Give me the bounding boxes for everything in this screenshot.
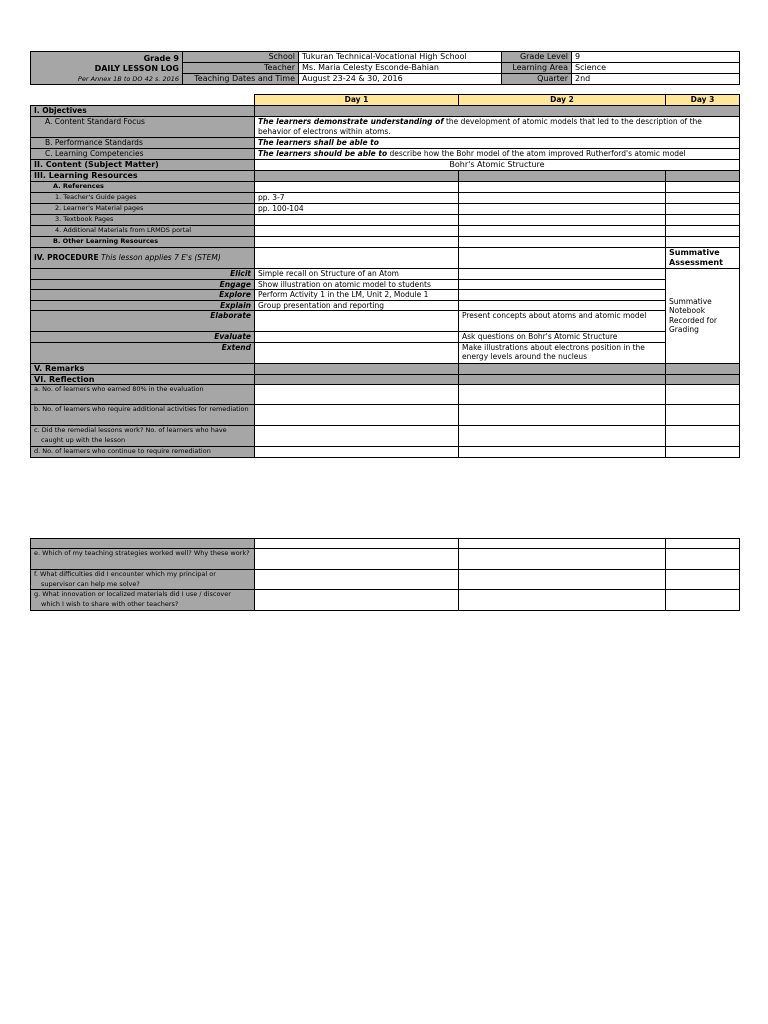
objectives-title: I. Objectives bbox=[31, 106, 255, 117]
proc-extend-day1 bbox=[255, 342, 459, 363]
proc-explain-day1: Group presentation and reporting bbox=[255, 300, 459, 311]
reflection-title: VI. Reflection bbox=[31, 374, 255, 385]
remarks-title: V. Remarks bbox=[31, 363, 255, 374]
reflection-d: d. No. of learners who continue to require remediation bbox=[31, 447, 255, 458]
day1-header: Day 1 bbox=[255, 95, 459, 106]
reflection-b: b. No. of learners who require additional activities for remediation bbox=[31, 405, 255, 426]
day3-header: Day 3 bbox=[666, 95, 740, 106]
proc-evaluate-day2: Ask questions on Bohr's Atomic Structure bbox=[459, 332, 666, 343]
performance-standards-value: The learners shall be able to bbox=[255, 138, 740, 149]
teachers-guide-value: pp. 3-7 bbox=[255, 193, 459, 204]
lesson-table bbox=[30, 94, 740, 458]
reflection-continued-table bbox=[30, 538, 740, 611]
textbook-label: 3. Textbook Pages bbox=[31, 215, 255, 226]
performance-standards-label: B. Performance Standards bbox=[31, 138, 255, 149]
proc-engage-day2 bbox=[459, 279, 666, 290]
proc-explore-day2 bbox=[459, 290, 666, 301]
learning-competencies-label: C. Learning Competencies bbox=[31, 149, 255, 160]
proc-label-evaluate: Evaluate bbox=[31, 332, 255, 343]
log-title: DAILY LESSON LOG bbox=[94, 64, 179, 73]
teachers-guide-label: 1. Teacher's Guide pages bbox=[31, 193, 255, 204]
references-label: A. References bbox=[31, 182, 255, 193]
proc-evaluate-day1 bbox=[255, 332, 459, 343]
proc-explore-day1: Perform Activity 1 in the LM, Unit 2, Module 1 bbox=[255, 290, 459, 301]
grade-level-value: 9 bbox=[572, 52, 740, 63]
learning-area-value: Science bbox=[572, 63, 740, 74]
dates-label: Teaching Dates and Time bbox=[183, 74, 299, 85]
grade-title: Grade 9 bbox=[143, 54, 179, 63]
lrmds-label: 4. Additional Materials from LRMDS portal bbox=[31, 226, 255, 237]
other-resources-label: B. Other Learning Resources bbox=[31, 237, 255, 248]
quarter-value: 2nd bbox=[572, 74, 740, 85]
teacher-value: Ms. Maria Celesty Esconde-Bahian bbox=[299, 63, 502, 74]
proc-explain-day2 bbox=[459, 300, 666, 311]
school-label: School bbox=[183, 52, 299, 63]
annex-note: Per Annex 1B to DO 42 s. 2016 bbox=[77, 75, 179, 83]
learners-material-value: pp. 100-104 bbox=[255, 204, 459, 215]
reflection-g: g. What innovation or localized materials did I use / discover which I wish to share with other teachers? bbox=[31, 590, 255, 611]
proc-engage-day1: Show illustration on atomic model to students bbox=[255, 279, 459, 290]
summative-note: Summative Notebook Recorded for Grading bbox=[666, 269, 740, 364]
proc-elaborate-day2: Present concepts about atoms and atomic model bbox=[459, 311, 666, 332]
content-standard-label: A. Content Standard Focus bbox=[31, 117, 255, 138]
teacher-label: Teacher bbox=[183, 63, 299, 74]
proc-extend-day2: Make illustrations about electrons position in the energy levels around the nucleus bbox=[459, 342, 666, 363]
proc-elaborate-day1 bbox=[255, 311, 459, 332]
proc-label-extend: Extend bbox=[31, 342, 255, 363]
content-value: Bohr's Atomic Structure bbox=[255, 160, 740, 171]
reflection-c: c. Did the remedial lessons work? No. of learners who have caught up with the lesson bbox=[31, 426, 255, 447]
day2-header: Day 2 bbox=[459, 95, 666, 106]
header-table bbox=[30, 51, 740, 85]
reflection-f: f. What difficulties did I encounter which my principal or supervisor can help me solve? bbox=[31, 570, 255, 590]
summative-assessment-title: Summative Assessment bbox=[666, 248, 740, 269]
grade-level-label: Grade Level bbox=[502, 52, 572, 63]
header-title-cell bbox=[31, 52, 183, 85]
proc-elicit-day2 bbox=[459, 269, 666, 280]
reflection-a: a. No. of learners who earned 80% in the evaluation bbox=[31, 385, 255, 405]
reflection-e: e. Which of my teaching strategies worked well? Why these work? bbox=[31, 549, 255, 570]
content-standard-value: The learners demonstrate understanding of the development of atomic models that led to the description of the behavior of electrons within atoms. bbox=[255, 117, 740, 138]
learning-competencies-value: The learners should be able to describe how the Bohr model of the atom improved Rutherford's atomic model bbox=[255, 149, 740, 160]
proc-elicit-day1: Simple recall on Structure of an Atom bbox=[255, 269, 459, 280]
content-title: II. Content (Subject Matter) bbox=[31, 160, 255, 171]
procedure-title: IV. PROCEDURE This lesson applies 7 E's (STEM) bbox=[31, 248, 255, 269]
proc-label-engage: Engage bbox=[31, 279, 255, 290]
school-value: Tukuran Technical-Vocational High School bbox=[299, 52, 502, 63]
learners-material-label: 2. Learner's Material pages bbox=[31, 204, 255, 215]
proc-label-explain: Explain bbox=[31, 300, 255, 311]
dates-value: August 23-24 & 30, 2016 bbox=[299, 74, 502, 85]
proc-label-elaborate: Elaborate bbox=[31, 311, 255, 332]
quarter-label: Quarter bbox=[502, 74, 572, 85]
proc-label-explore: Explore bbox=[31, 290, 255, 301]
resources-title: III. Learning Resources bbox=[31, 171, 255, 182]
learning-area-label: Learning Area bbox=[502, 63, 572, 74]
proc-label-elicit: Elicit bbox=[31, 269, 255, 280]
